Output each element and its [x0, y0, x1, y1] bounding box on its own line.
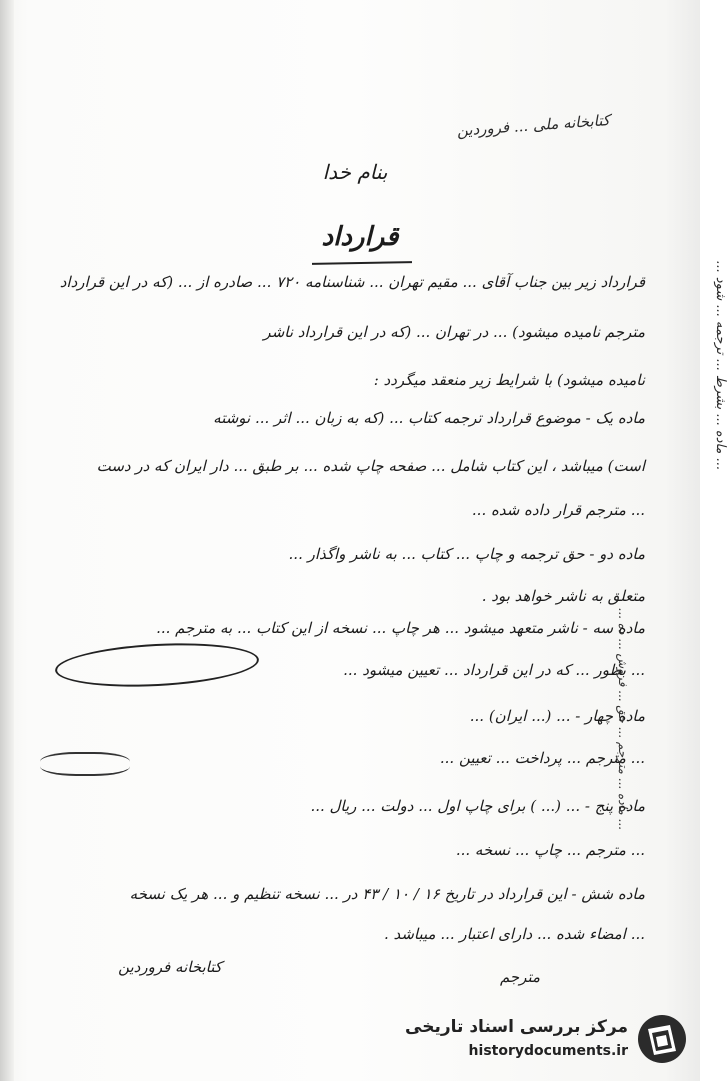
signature-right: مترجم: [499, 968, 541, 986]
margin-note: ... ماده ... مترجم ... حق ... فروش ... ده ...: [616, 607, 630, 830]
body-line: ماده سه - ناشر متعهد میشود ... هر چاپ ... نسخه از این کتاب ... به مترجم ...: [156, 619, 645, 637]
title-underline: [312, 261, 412, 265]
top-note: کتابخانه ملی ... فروردین: [456, 111, 611, 140]
strikethrough-scribble: [40, 752, 130, 776]
margin-oval-mark: [54, 639, 260, 692]
document-title: قرارداد: [321, 222, 399, 252]
body-line: ماده دو - حق ترجمه و چاپ ... کتاب ... به ناشر واگذار ...: [288, 545, 645, 563]
archive-logo-icon: [636, 1013, 688, 1065]
body-line: است) میباشد ، این کتاب شامل ... صفحه چاپ شده ... بر طبق ... دار ایران که در دست: [96, 457, 645, 475]
body-line: ماده یک - موضوع قرارداد ترجمه کتاب ... (که به زبان ... اثر ... نوشته: [213, 409, 645, 427]
body-line: ماده شش - این قرارداد در تاریخ ۱۶ / ۱۰ / ۴۳ در ... نسخه تنظیم و ... هر یک نسخه: [129, 885, 645, 903]
body-line: قرارداد زیر بین جناب آقای ... مقیم تهران ... شناسنامه ۷۲۰ ... صادره از ... (که در این قرارداد: [59, 273, 645, 291]
watermark-footer: [388, 1011, 688, 1071]
body-line: ... مترجم قرار داده شده ...: [471, 501, 645, 519]
scan-edge: [0, 0, 14, 1081]
body-line: ... مترجم ... پرداخت ... تعیین ...: [439, 749, 645, 767]
body-line: ... امضاء شده ... دارای اعتبار ... میباشد .: [383, 925, 645, 943]
margin-note: ... ماده ... بشرط ... ترجمه ... شود ...: [713, 260, 728, 470]
signature-left: کتابخانه فروردین: [118, 958, 222, 976]
org-url: historydocuments.ir: [468, 1043, 628, 1059]
basmala-heading: بنام خدا: [322, 160, 388, 184]
body-line: ماده پنج - ... (... ) برای چاپ اول ... دولت ... ریال ...: [310, 797, 645, 815]
org-name: مرکز بررسی اسناد تاریخی: [405, 1017, 628, 1037]
body-line: متعلق به ناشر خواهد بود .: [481, 587, 645, 605]
body-line: ... بطور ... که در این قرارداد ... تعیین میشود ...: [343, 661, 645, 679]
body-line: نامیده میشود) با شرایط زیر منعقد میگردد :: [373, 371, 645, 389]
body-line: ماده چهار - ... (... ایران) ...: [469, 707, 645, 725]
body-line: ... مترجم ... چاپ ... نسخه ...: [455, 841, 645, 859]
body-line: مترجم نامیده میشود) ... در تهران ... (که در این قرارداد ناشر: [263, 323, 645, 341]
